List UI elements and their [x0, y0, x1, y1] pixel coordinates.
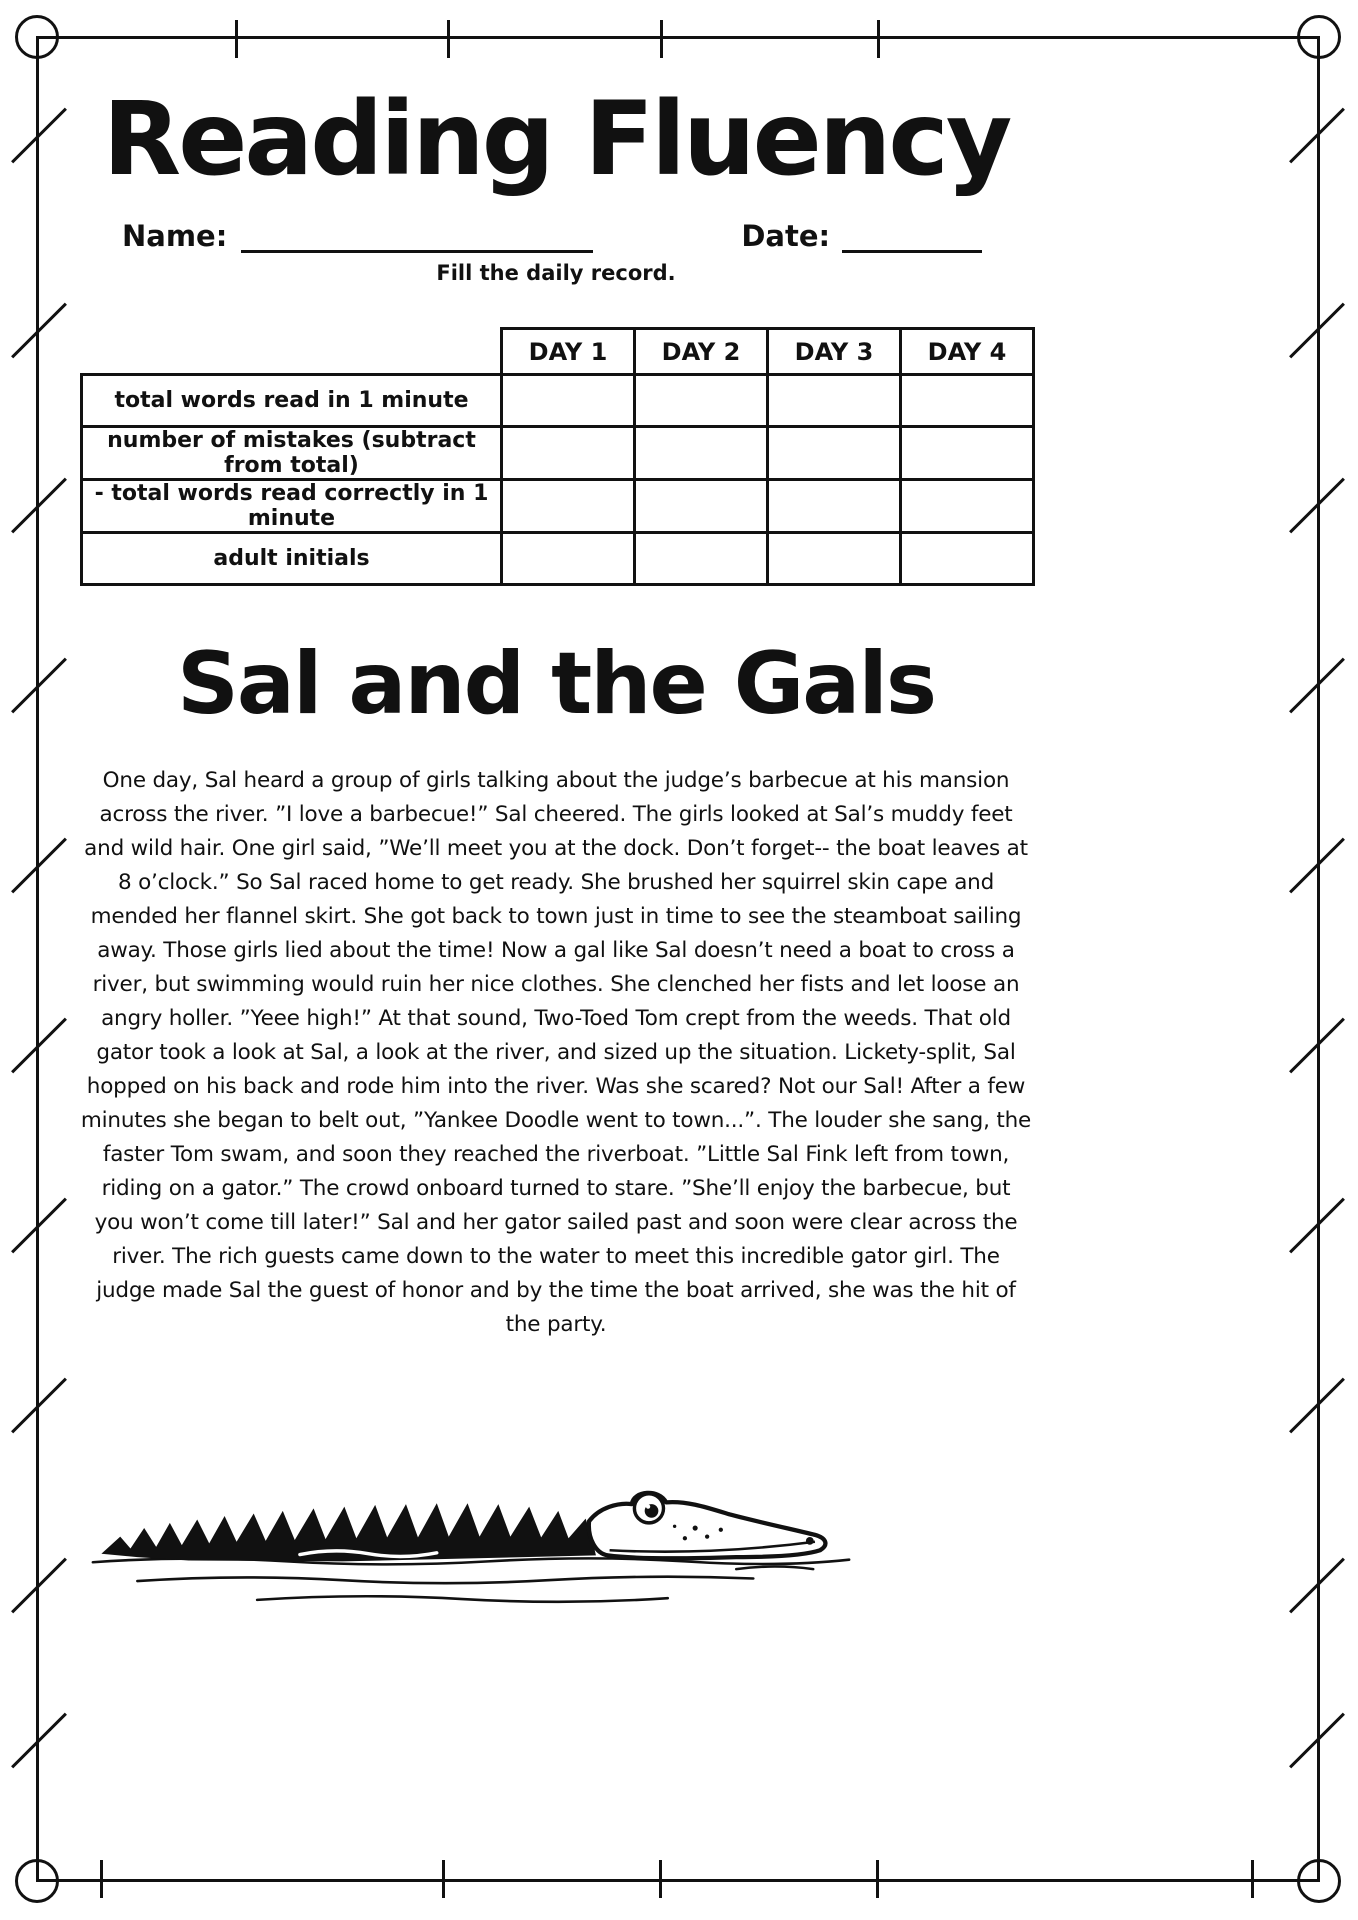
border-slash — [11, 658, 67, 714]
date-label: Date: — [741, 219, 831, 254]
record-cell — [502, 375, 635, 427]
record-cell — [635, 533, 768, 585]
border-corner-circle — [15, 15, 59, 59]
border-corner-circle — [1297, 15, 1341, 59]
table-row — [82, 427, 1034, 480]
row-label: total words read in 1 minute — [82, 375, 502, 427]
border-slash — [1289, 1558, 1345, 1614]
border-slash — [11, 303, 67, 359]
border-tick — [100, 1860, 103, 1898]
border-slash — [11, 838, 67, 894]
border-slash — [1289, 1018, 1345, 1074]
row-label: number of mistakes (subtract from total) — [82, 427, 502, 480]
border-slash — [11, 1558, 67, 1614]
row-label: - total words read correctly in 1 minute — [82, 480, 502, 533]
alligator-head — [589, 1492, 826, 1557]
story-text: One day, Sal heard a group of girls talking about the judge’s barbecue at his mansion across the river. ”I love a barbecue!” Sal cheered. The girls looked at Sal’s muddy feet and wild hair. One girl said, ”We’ll meet you at the dock. Don’t forget-- the boat leaves at 8 o’clock.” So Sal raced home to get ready. She brushed her squirrel skin cape and mended her flannel skirt. She got back to town just in time to see the steamboat sailing away. Those girls lied about the time! Now a gal like Sal doesn’t need a boat to cross a river, but swimming would ruin her nice clothes. She clenched her fists and let loose an angry holler. ”Yeee high!” At that sound, Two-Toed Tom crept from the weeds. That old gator took a look at Sal, a look at the river, and sized up the situation. Lickety-split, Sal hopped on his back and rode him into the river. Was she scared? Not our Sal! After a few minutes she began to belt out, ”Yankee Doodle went to town...”. The louder she sang, the faster Tom swam, and soon they reached the riverboat. ”Little Sal Fink left from town, riding on a gator.” The crowd onboard turned to stare. ”She’ll enjoy the barbecue, but you won’t come till later!” Sal and her gator sailed past and soon were clear across the river. The rich guests came down to the water to meet this incredible gator girl. The judge made Sal the guest of honor and by the time the boat arrived, she was the hit of the party. — [80, 768, 1032, 1337]
border-tick — [876, 1860, 879, 1898]
record-cell — [901, 375, 1034, 427]
record-cell — [768, 375, 901, 427]
water-ripples — [93, 1558, 849, 1601]
instruction-text: Fill the daily record. — [436, 261, 676, 286]
record-cell — [901, 480, 1034, 533]
alligator-illustration-svg — [86, 1386, 856, 1617]
day-header: DAY 2 — [635, 329, 768, 375]
border-slash — [1289, 838, 1345, 894]
table-row — [82, 533, 1034, 585]
table-header-row — [82, 329, 1034, 375]
border-tick — [442, 1860, 445, 1898]
border-slash — [11, 1198, 67, 1254]
alligator-nostril — [806, 1537, 814, 1545]
record-cell — [502, 480, 635, 533]
record-cell — [502, 533, 635, 585]
border-slash — [1289, 1198, 1345, 1254]
name-label: Name: — [122, 219, 228, 254]
border-slash — [11, 1713, 67, 1769]
table-row — [82, 480, 1034, 533]
record-cell — [901, 533, 1034, 585]
border-tick — [1251, 1860, 1254, 1898]
border-slash — [1289, 1378, 1345, 1434]
date-fill-line — [842, 217, 982, 253]
border-slash — [1289, 1713, 1345, 1769]
record-cell — [901, 427, 1034, 480]
border-slash — [11, 478, 67, 534]
table-corner-cell — [82, 329, 502, 375]
border-corner-circle — [1297, 1859, 1341, 1903]
record-cell — [768, 427, 901, 480]
day-header: DAY 3 — [768, 329, 901, 375]
day-header: DAY 1 — [502, 329, 635, 375]
name-date-row — [80, 217, 1032, 253]
record-cell — [635, 375, 768, 427]
daily-record-table — [80, 327, 1035, 586]
worksheet-content — [80, 36, 1032, 1617]
table-row — [82, 375, 1034, 427]
record-cell — [502, 427, 635, 480]
border-slash — [11, 1378, 67, 1434]
alligator-illustration — [86, 1386, 856, 1617]
record-cell — [635, 480, 768, 533]
border-slash — [1289, 303, 1345, 359]
border-slash — [1289, 108, 1345, 164]
border-slash — [11, 108, 67, 164]
border-corner-circle — [15, 1859, 59, 1903]
border-slash — [1289, 658, 1345, 714]
story-title: Sal and the Gals — [176, 634, 936, 735]
record-cell — [768, 533, 901, 585]
record-cell — [635, 427, 768, 480]
border-slash — [11, 1018, 67, 1074]
border-tick — [659, 1860, 662, 1898]
day-header: DAY 4 — [901, 329, 1034, 375]
alligator-eye — [634, 1493, 663, 1522]
record-cell — [768, 480, 901, 533]
name-fill-line — [241, 217, 593, 253]
worksheet-title: Reading Fluency — [102, 80, 1010, 199]
border-slash — [1289, 478, 1345, 534]
row-label: adult initials — [82, 533, 502, 585]
alligator-body — [101, 1503, 596, 1561]
